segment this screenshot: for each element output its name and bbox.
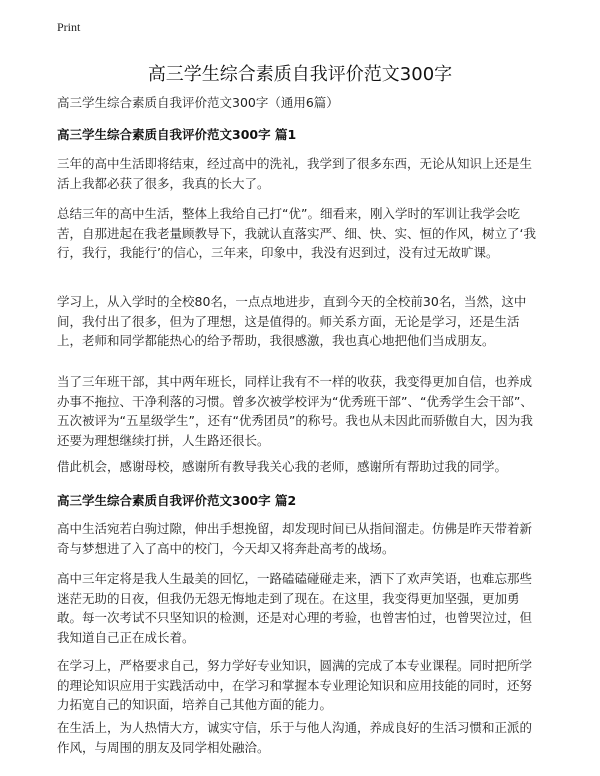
- page-subtitle: 高三学生综合素质自我评价范文300字（通用6篇）: [57, 95, 339, 110]
- paragraph: 总结三年的高中生活，整体上我给自己打“优”。细看来，刚入学时的军训让我学会吃苦，自那进起在我老量顾教导下，我就认直落实严、细、快、实、恒的作风，树立了‘我行，我行，我能行’的信心，三年来，印象中，我没有迟到过，没有过无故旷课。: [57, 206, 536, 260]
- section-heading: 高三学生综合素质自我评价范文300字 篇1: [57, 127, 297, 142]
- section-heading: 高三学生综合素质自我评价范文300字 篇2: [57, 493, 297, 508]
- paragraph: 学习上，从入学时的全校80名，一点点地进步，直到今天的全校前30名，当然，这中间，我付出了很多，但为了理想，这是值得的。师关系方面，无论是学习，还是生活上，老师和同学都能热心的给予帮助，我很感激，我也真心地把他们当成朋友。: [57, 294, 527, 348]
- paragraph: 在生活上，为人热情大方，诚实守信，乐于与他人沟通，养成良好的生活习惯和正派的作风，与周围的朋友及同学相处融洽。: [57, 720, 533, 755]
- paragraph: 三年的高中生活即将结束，经过高中的洗礼，我学到了很多东西，无论从知识上还是生活上我都必获了很多，我真的长大了。: [57, 156, 533, 191]
- paragraph: 高中三年定将是我人生最美的回忆，一路磕磕碰碰走来，洒下了欢声笑语，也难忘那些迷茫无助的日夜，但我仍无怨无悔地走到了现在。在这里，我变得更加坚强，更加勇敢。每一次考试不只坚知识的检测，还是对心理的考验，也曾害怕过，也曾哭泣过，但我知道自己正在成长着。: [57, 571, 533, 645]
- page-title: 高三学生综合素质自我评价范文300字: [147, 64, 453, 85]
- paragraph: 高中生活宛若白驹过隙，伸出手想挽留，却发现时间已从指间溜走。仿佛是昨天带着新奇与梦想进了入了高中的校门，今天却又将奔赴高考的战场。: [57, 521, 533, 556]
- paragraph: 当了三年班干部，其中两年班长，同样让我有不一样的收获，我变得更加自信，也养成办事不拖拉、干净利落的习惯。曾多次被学校评为“优秀班干部”、“优秀学生会干部”、五次被评为“五星级学生”，还有“优秀团员”的称号。我也从未因此而骄傲自大，因为我还要为理想继续打拼，人生路还很长。: [57, 374, 533, 448]
- paragraph: 借此机会，感谢母校，感谢所有教导我关心我的老师，感谢所有帮助过我的同学。: [57, 459, 508, 474]
- paragraph: 在学习上，严格要求自己，努力学好专业知识，圆满的完成了本专业课程。同时把所学的理论知识应用于实践活动中，在学习和掌握本专业理论知识和应用技能的同时，还努力拓宽自己的知识面，培养自己其他方面的能力。: [57, 658, 533, 712]
- print-label: Print: [57, 20, 81, 34]
